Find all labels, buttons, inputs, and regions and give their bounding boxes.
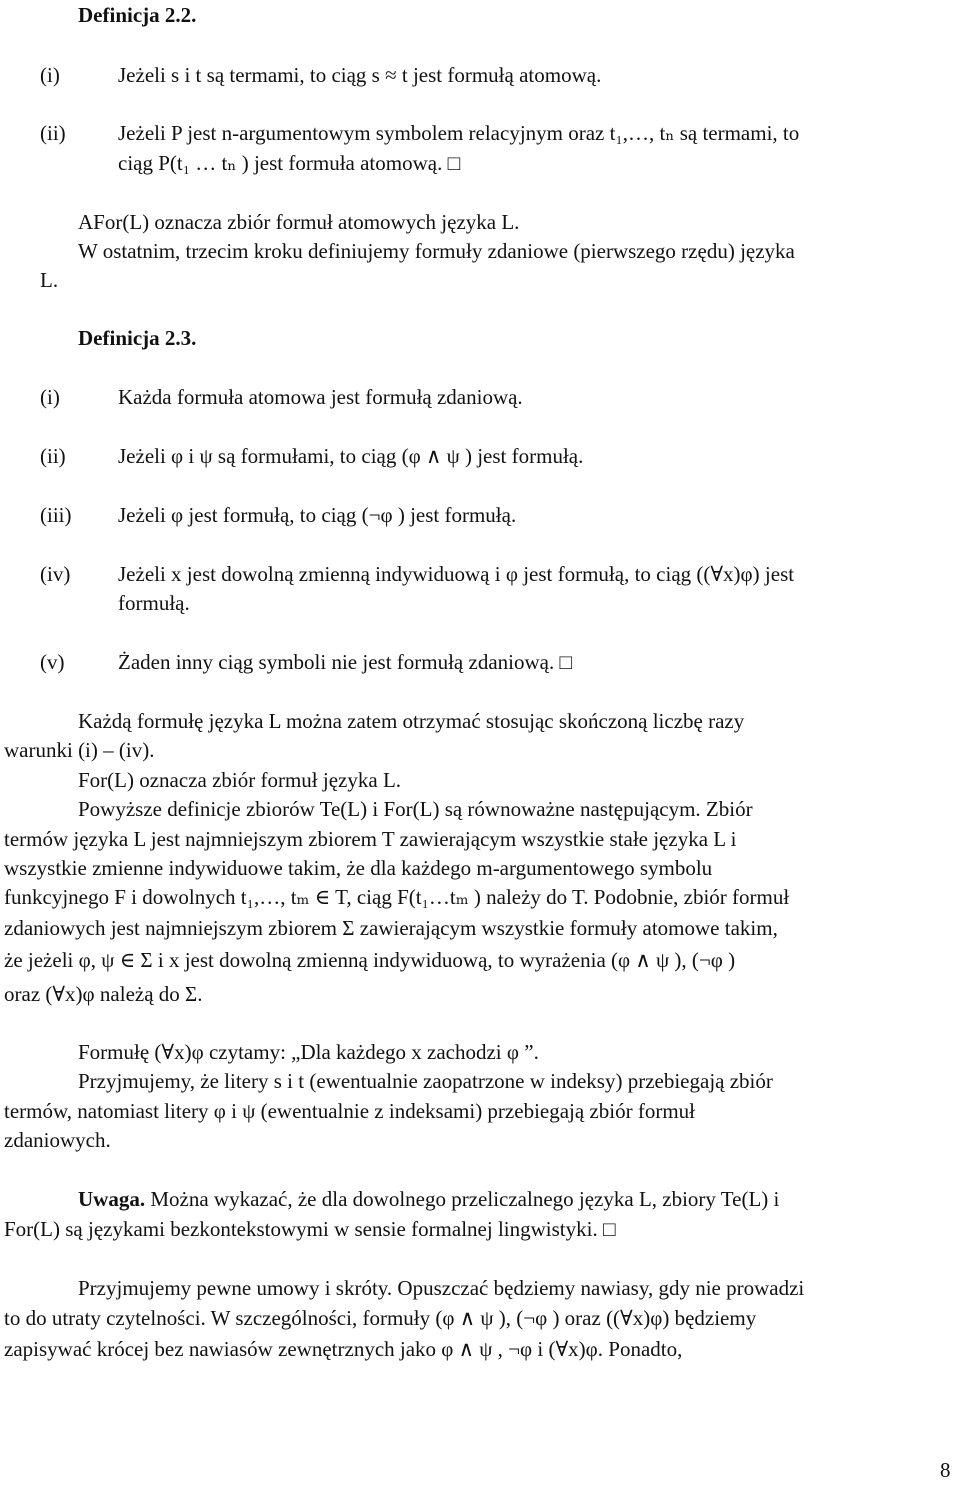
definition-item-text: Jeżeli φ i ψ są formułami, to ciąg (φ ∧ ψ ) jest formułą. bbox=[118, 444, 584, 468]
paragraph-line: zdaniowych jest najmniejszym zbiorem Σ zawierającym wszystkie formuły atomowe takim, bbox=[4, 916, 778, 940]
paragraph-line: zdaniowych. bbox=[4, 1128, 111, 1152]
paragraph-line: zapisywać krócej bez nawiasów zewnętrznych jako φ ∧ ψ , ¬φ i (∀x)φ. Ponadto, bbox=[4, 1337, 683, 1361]
item-number: (iii) bbox=[40, 503, 72, 527]
paragraph-line: For(L) oznacza zbiór formuł języka L. bbox=[78, 768, 402, 792]
paragraph-line: AFor(L) oznacza zbiór formuł atomowych języka L. bbox=[78, 210, 520, 234]
item-number: (i) bbox=[40, 63, 60, 87]
definition-item-text: formułą. bbox=[118, 591, 190, 615]
paragraph-line: termów, natomiast litery φ i ψ (ewentualnie z indeksami) przebiegają zbiór formuł bbox=[4, 1099, 696, 1123]
definition-item-text: Jeżeli x jest dowolną zmienną indywiduową i φ jest formułą, to ciąg ((∀x)φ) jest bbox=[118, 562, 795, 586]
paragraph-line: wszystkie zmienne indywiduowe takim, że dla każdego m-argumentowego symbolu bbox=[4, 856, 713, 880]
paragraph-line: Powyższe definicje zbiorów Te(L) i For(L) są równoważne następującym. Zbiór bbox=[78, 797, 753, 821]
paragraph-line: Formułę (∀x)φ czytamy: „Dla każdego x zachodzi φ ”. bbox=[78, 1040, 539, 1064]
paragraph-line: oraz (∀x)φ należą do Σ. bbox=[4, 982, 203, 1006]
paragraph-line: że jeżeli φ, ψ ∈ Σ i x jest dowolną zmienną indywiduową, to wyrażenia (φ ∧ ψ ), (¬φ ) bbox=[4, 948, 736, 972]
item-number: (i) bbox=[40, 385, 60, 409]
paragraph-line: to do utraty czytelności. W szczególności, formuły (φ ∧ ψ ), (¬φ ) oraz ((∀x)φ) będziemy bbox=[4, 1306, 757, 1330]
paragraph-line: L. bbox=[40, 268, 59, 292]
definition-item-text: Żaden inny ciąg symboli nie jest formułą zdaniową. □ bbox=[118, 650, 573, 674]
item-number: (ii) bbox=[40, 444, 66, 468]
remark-text: Można wykazać, że dla dowolnego przeliczalnego języka L, zbiory Te(L) i bbox=[145, 1187, 780, 1211]
paragraph-line: W ostatnim, trzecim kroku definiujemy formuły zdaniowe (pierwszego rzędu) języka bbox=[78, 239, 795, 263]
item-number: (iv) bbox=[40, 562, 71, 586]
item-number: (v) bbox=[40, 650, 65, 674]
definition-item-text: ciąg P(t₁ … tₙ ) jest formuła atomową. □ bbox=[118, 151, 461, 175]
definition-2-2-title: Definicja 2.2. bbox=[78, 3, 197, 27]
definition-item-text: Każda formuła atomowa jest formułą zdaniową. bbox=[118, 385, 523, 409]
definition-item-text: Jeżeli P jest n-argumentowym symbolem relacyjnym oraz t₁,…, tₙ są termami, to bbox=[118, 121, 800, 145]
definition-item-text: Jeżeli s i t są termami, to ciąg s ≈ t jest formułą atomową. bbox=[118, 63, 602, 87]
definition-2-3-title: Definicja 2.3. bbox=[78, 326, 197, 350]
item-number: (ii) bbox=[40, 121, 66, 145]
paragraph-line: Każdą formułę języka L można zatem otrzymać stosując skończoną liczbę razy bbox=[78, 709, 745, 733]
paragraph-line: warunki (i) – (iv). bbox=[4, 738, 155, 762]
remark-line bbox=[78, 1186, 779, 1212]
remark-label: Uwaga. bbox=[78, 1187, 146, 1211]
paragraph-line: Przyjmujemy, że litery s i t (ewentualnie zaopatrzone w indeksy) przebiegają zbiór bbox=[78, 1069, 773, 1093]
paragraph-line: funkcyjnego F i dowolnych t₁,…, tₘ ∈ T, ciąg F(t₁…tₘ ) należy do T. Podobnie, zbiór formuł bbox=[4, 885, 790, 909]
remark-line: For(L) są językami bezkontekstowymi w sensie formalnej lingwistyki. □ bbox=[4, 1217, 616, 1241]
definition-item-text: Jeżeli φ jest formułą, to ciąg (¬φ ) jest formułą. bbox=[118, 503, 517, 527]
paragraph-line: termów języka L jest najmniejszym zbiorem T zawierającym wszystkie stałe języka L i bbox=[4, 827, 737, 851]
page-number: 8 bbox=[940, 1458, 951, 1482]
paragraph-line: Przyjmujemy pewne umowy i skróty. Opuszczać będziemy nawiasy, gdy nie prowadzi bbox=[78, 1276, 805, 1300]
